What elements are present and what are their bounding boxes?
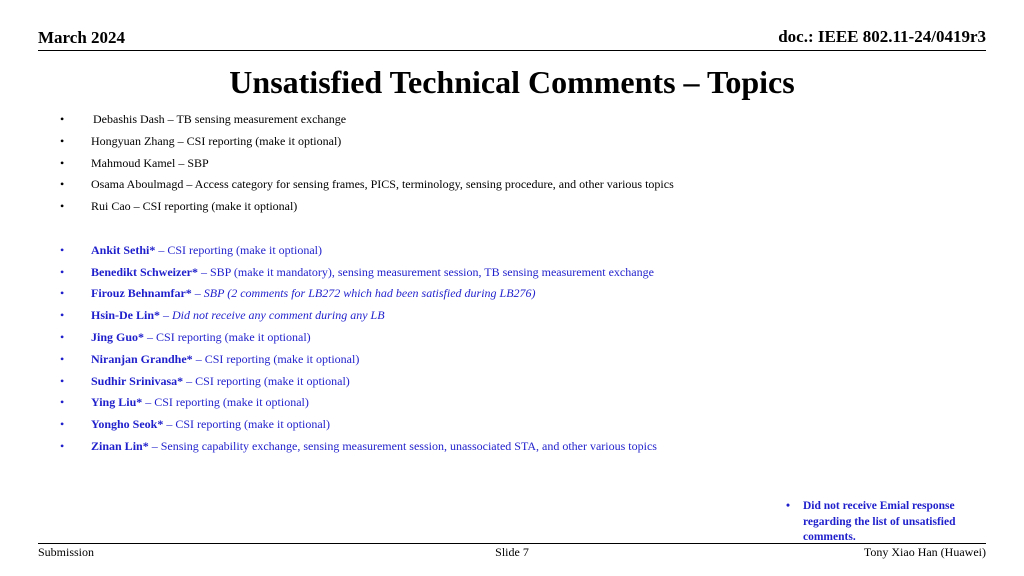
bullet-icon: • bbox=[60, 199, 65, 214]
bullet-icon: • bbox=[60, 242, 65, 257]
list-item bbox=[60, 327, 780, 349]
footer-submission: Submission bbox=[38, 545, 95, 559]
member-name: Jing Guo* bbox=[91, 329, 145, 344]
bullet-icon: • bbox=[60, 438, 65, 453]
bullet-icon: • bbox=[60, 395, 65, 410]
header-rule bbox=[38, 50, 986, 51]
list-item bbox=[60, 153, 780, 175]
item-text: Debashis Dash – TB sensing measurement exchange bbox=[93, 112, 347, 126]
list-item bbox=[60, 240, 780, 262]
header-doc-id: doc.: IEEE 802.11-24/0419r3 bbox=[778, 27, 986, 46]
footer-author: Tony Xiao Han (Huawei) bbox=[863, 545, 986, 559]
bullet-icon: • bbox=[60, 133, 65, 148]
member-name: Ying Liu* bbox=[91, 395, 143, 410]
member-topics: – CSI reporting (make it optional) bbox=[163, 417, 330, 432]
item-text: Osama Aboulmagd – Access category for sensing frames, PICS, terminology, sensing procedure, and other various topics bbox=[91, 177, 674, 192]
comment-list bbox=[60, 109, 780, 458]
member-name: Niranjan Grandhe* bbox=[91, 351, 193, 366]
list-item bbox=[60, 131, 780, 153]
member-topics: – CSI reporting (make it optional) bbox=[142, 395, 309, 410]
bullet-icon: • bbox=[60, 329, 65, 344]
bullet-icon: • bbox=[60, 351, 65, 366]
slide-title: Unsatisfied Technical Comments – Topics bbox=[229, 64, 795, 100]
item-text: Mahmoud Kamel – SBP bbox=[91, 155, 209, 170]
list-item bbox=[60, 174, 780, 196]
member-topics: – CSI reporting (make it optional) bbox=[192, 351, 360, 366]
bullet-icon: • bbox=[60, 417, 65, 432]
footer-slide-number: Slide 7 bbox=[495, 545, 529, 559]
item-text: Rui Cao – CSI reporting (make it optional) bbox=[91, 199, 298, 214]
member-name: Ankit Sethi* bbox=[91, 242, 156, 257]
member-name: Firouz Behnamfar* bbox=[91, 286, 192, 301]
bullet-icon: • bbox=[60, 264, 65, 279]
member-topics: – Sensing capability exchange, sensing measurement session, unassociated STA, and other various topics bbox=[148, 438, 657, 453]
member-name: Benedikt Schweizer* bbox=[91, 264, 198, 279]
list-item bbox=[60, 262, 780, 284]
bullet-icon: • bbox=[60, 308, 65, 323]
bullet-icon: • bbox=[60, 112, 65, 126]
member-topics: – CSI reporting (make it optional) bbox=[183, 373, 350, 388]
footer-rule bbox=[38, 543, 986, 544]
note-text: Did not receive Emial response regarding the list of unsatisfied comments. bbox=[803, 500, 956, 543]
list-item bbox=[60, 414, 780, 436]
member-topics: – SBP (2 comments for LB272 which had been satisfied during LB276) bbox=[191, 286, 536, 301]
member-topics: – CSI reporting (make it optional) bbox=[155, 242, 322, 257]
member-topics: – CSI reporting (make it optional) bbox=[144, 329, 311, 344]
list-item bbox=[60, 436, 780, 458]
bullet-icon: • bbox=[60, 286, 65, 301]
list-item bbox=[60, 392, 780, 414]
member-topics: – Did not receive any comment during any LB bbox=[160, 308, 385, 323]
list-item bbox=[60, 305, 780, 327]
response-note bbox=[786, 499, 986, 546]
bullet-icon: • bbox=[786, 500, 791, 512]
list-item bbox=[60, 196, 780, 218]
item-text: Hongyuan Zhang – CSI reporting (make it optional) bbox=[91, 133, 342, 148]
bullet-icon: • bbox=[60, 177, 65, 192]
list-item bbox=[60, 371, 780, 393]
member-name: Hsin-De Lin* bbox=[91, 308, 161, 323]
list-item bbox=[60, 283, 780, 305]
list-item bbox=[60, 109, 780, 131]
bullet-icon: • bbox=[60, 155, 65, 170]
list-item bbox=[60, 349, 780, 371]
member-topics: – SBP (make it mandatory), sensing measurement session, TB sensing measurement exchange bbox=[198, 264, 654, 279]
member-name: Sudhir Srinivasa* bbox=[91, 373, 184, 388]
member-name: Yongho Seok* bbox=[91, 417, 164, 432]
member-name: Zinan Lin* bbox=[91, 438, 149, 453]
bullet-icon: • bbox=[60, 373, 65, 388]
header-date: March 2024 bbox=[38, 28, 126, 47]
list-spacer bbox=[60, 218, 780, 240]
